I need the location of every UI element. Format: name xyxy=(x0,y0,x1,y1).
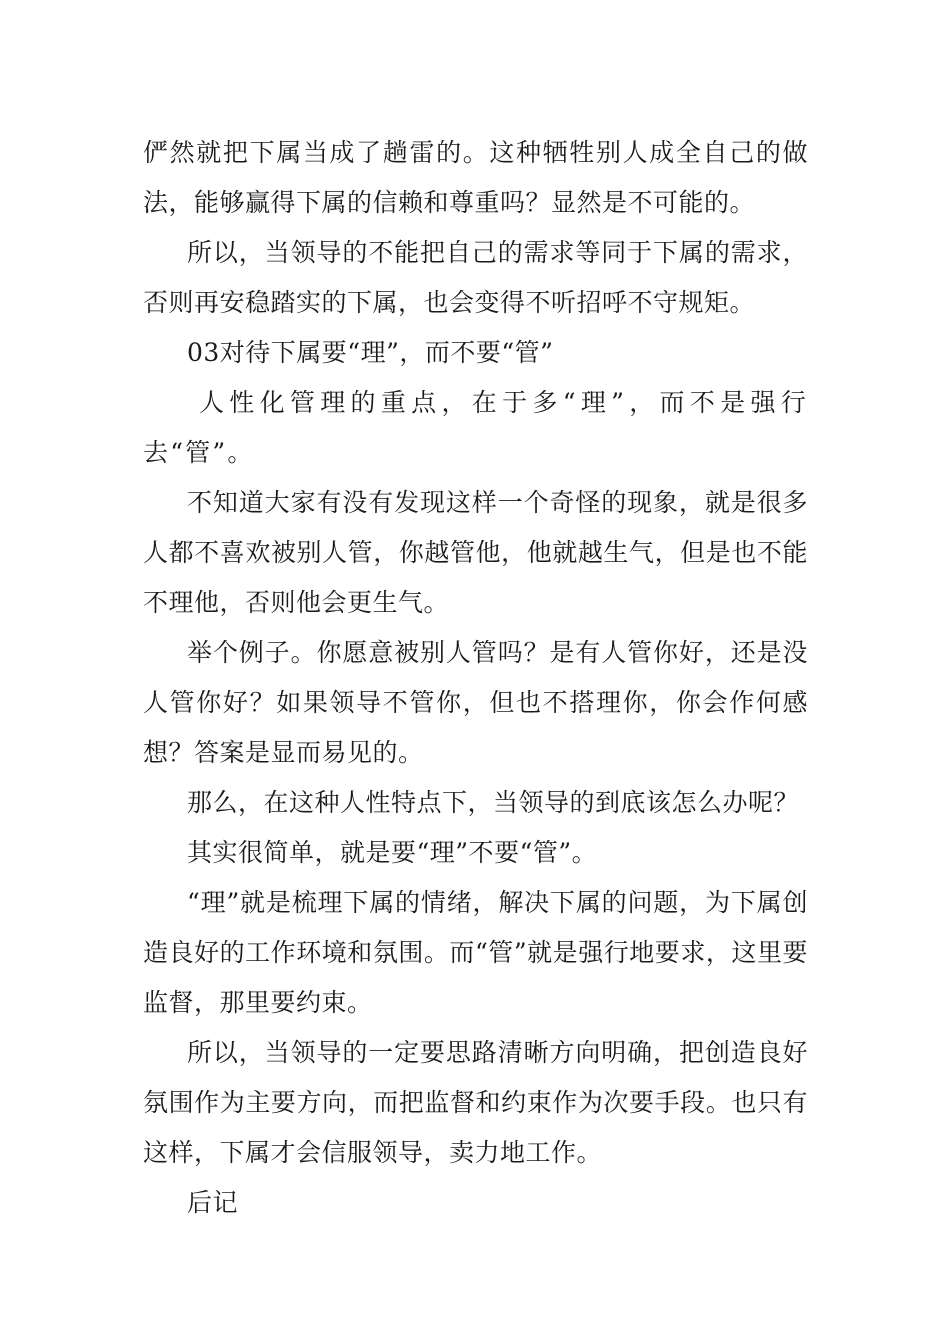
paragraph-answer: 其实很简单，就是要“理”不要“管”。 xyxy=(187,838,598,867)
paragraph-conclusion: 所以，当领导的不能把自己的需求等同于下属的需求，否则再安稳踏实的下属，也会变得不听招呼不守规矩。 xyxy=(143,238,808,317)
paragraph-phenomenon: 不知道大家有没有发现这样一个奇怪的现象，就是很多人都不喜欢被别人管，你越管他，他就越生气，但是也不能不理他，否则他会更生气。 xyxy=(143,488,808,617)
paragraph-continuation: 俨然就把下属当成了趟雷的。这种牺牲别人成全自己的做法，能够赢得下属的信赖和尊重吗？显然是不可能的。 xyxy=(143,138,808,217)
paragraph-question: 那么，在这种人性特点下，当领导的到底该怎么办呢？ xyxy=(187,788,800,817)
paragraph-example: 举个例子。你愿意被别人管吗？是有人管你好，还是没人管你好？如果领导不管你，但也不搭理你，你会作何感想？答案是显而易见的。 xyxy=(143,638,808,767)
paragraph-key-point: 人性化管理的重点，在于多“理”，而不是强行去“管”。 xyxy=(143,388,808,467)
document-body xyxy=(143,128,808,1228)
paragraph-summary: 所以，当领导的一定要思路清晰方向明确，把创造良好氛围作为主要方向，而把监督和约束作为次要手段。也只有这样，下属才会信服领导，卖力地工作。 xyxy=(143,1038,808,1167)
paragraph-definition: “理”就是梳理下属的情绪，解决下属的问题，为下属创造良好的工作环境和氛围。而“管”就是强行地要求，这里要监督，那里要约束。 xyxy=(143,888,808,1017)
afterword-heading: 后记 xyxy=(187,1188,239,1217)
section-heading: 03对待下属要“理”，而不要“管” xyxy=(187,338,554,367)
